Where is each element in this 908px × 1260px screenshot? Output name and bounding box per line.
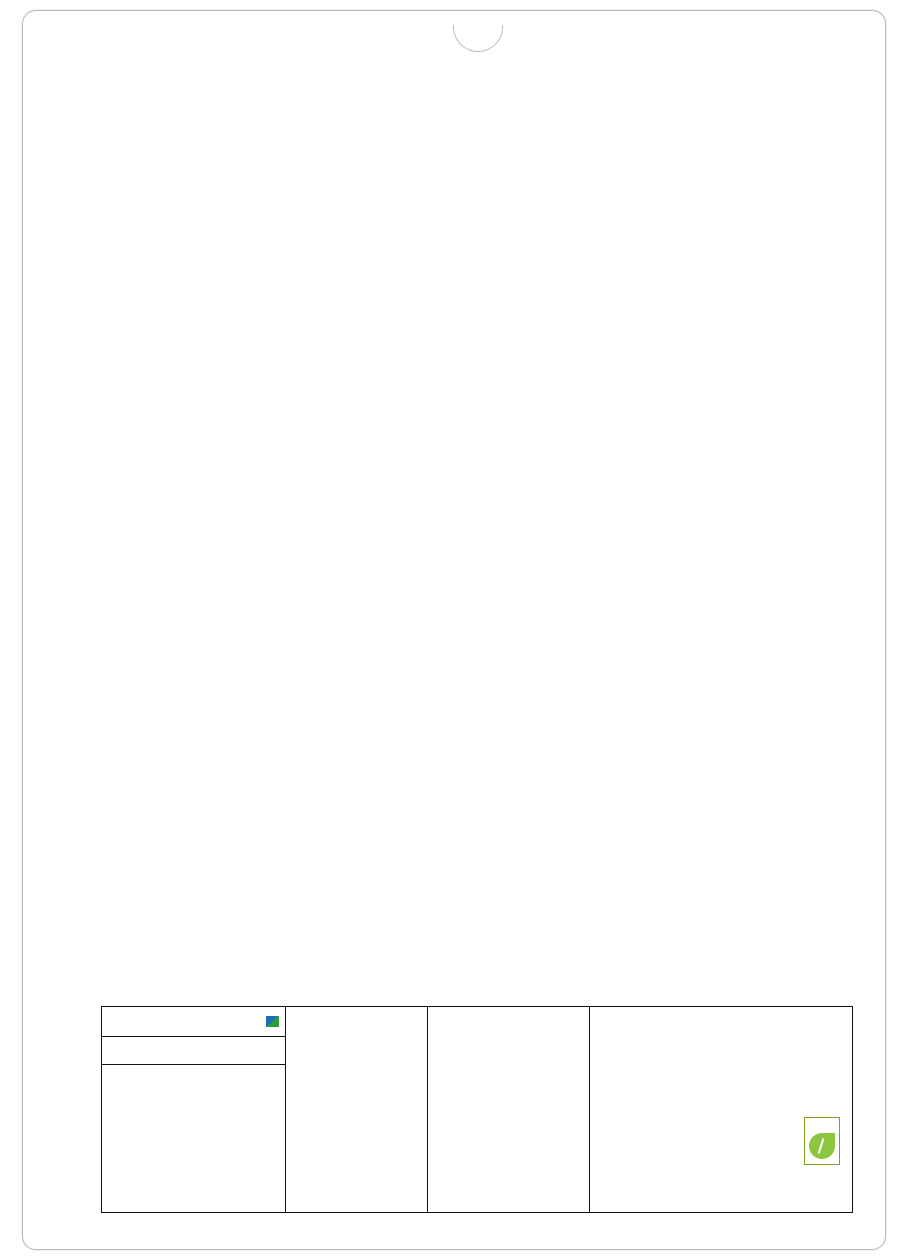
info-box bbox=[101, 1006, 853, 1213]
info-col-barcode bbox=[590, 1007, 852, 1212]
punch-holes bbox=[49, 35, 905, 57]
article-row bbox=[102, 1007, 285, 1037]
calvendo-mark-icon bbox=[266, 1016, 279, 1027]
product-title-row bbox=[102, 1037, 285, 1065]
calendar-sheet bbox=[22, 10, 886, 1250]
barcode-image bbox=[678, 1119, 788, 1171]
article-number-text bbox=[108, 1017, 112, 1026]
calvendo-logo bbox=[263, 1016, 279, 1027]
leaf-icon bbox=[809, 1133, 835, 1159]
info-col-article bbox=[102, 1007, 286, 1212]
info-col-isbn bbox=[286, 1007, 428, 1212]
legal-text bbox=[102, 1065, 285, 1075]
eco-badge bbox=[804, 1117, 840, 1165]
info-col-publisher bbox=[428, 1007, 590, 1212]
